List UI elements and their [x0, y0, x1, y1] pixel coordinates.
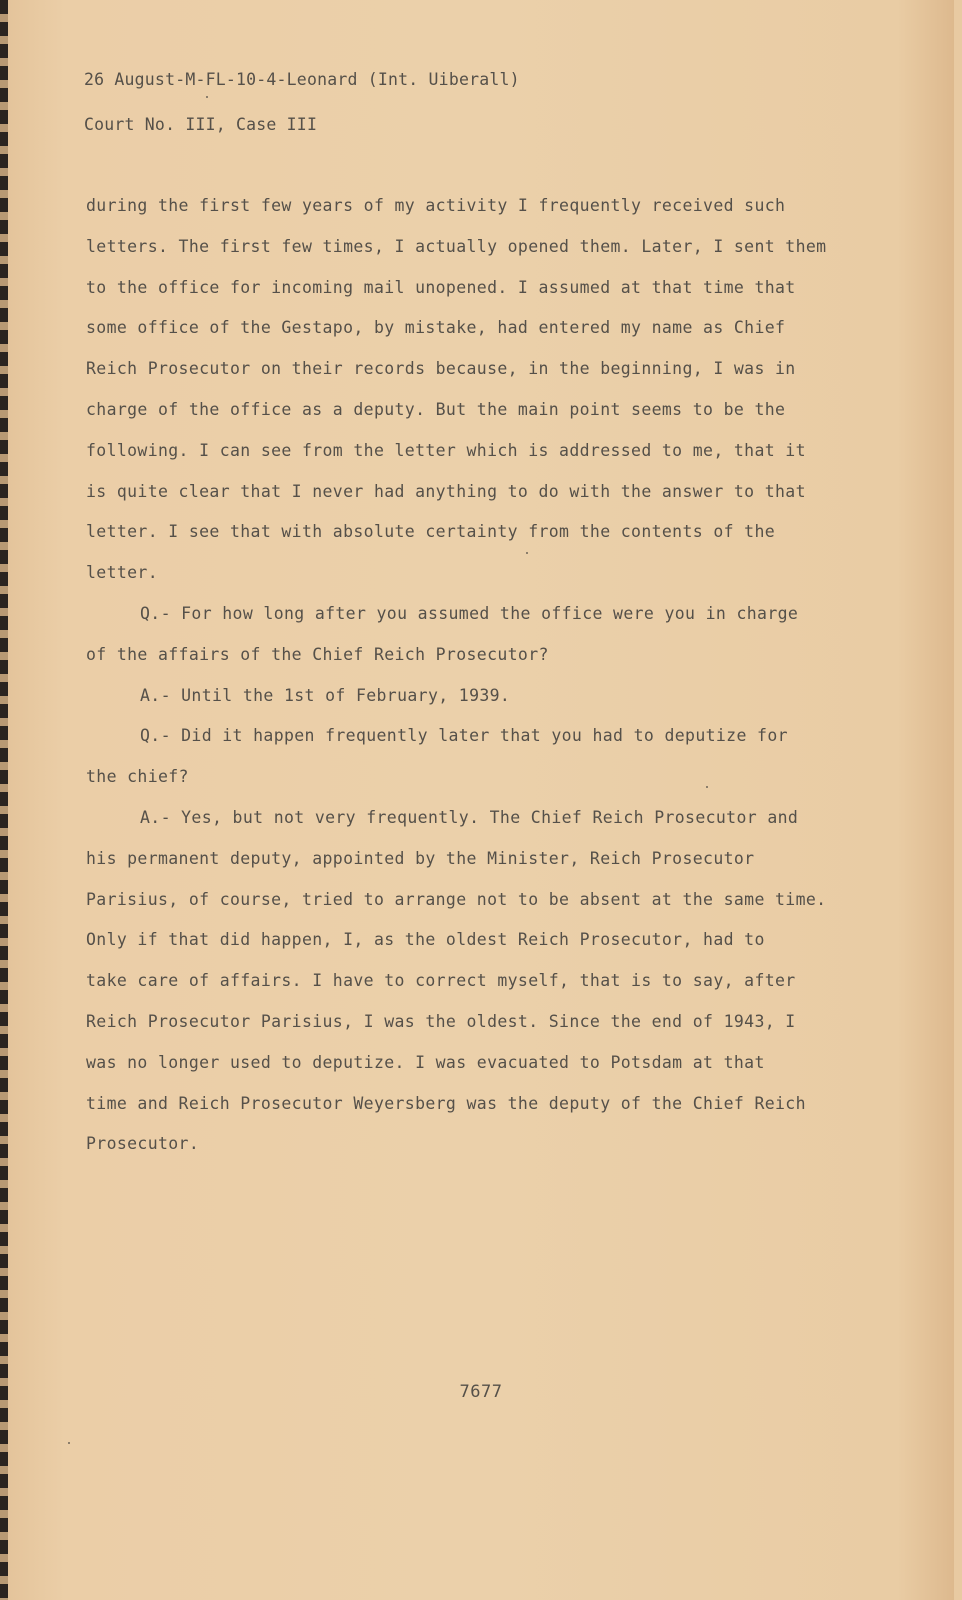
paper-speck — [706, 786, 708, 788]
header-court: Court No. III, Case III — [84, 115, 318, 134]
text-line: Parisius, of course, tried to arrange not to be absent at the same time. — [86, 889, 827, 909]
text-line: is quite clear that I never had anything to do with the answer to that — [86, 481, 806, 501]
document-page — [8, 0, 954, 1600]
text-line: take care of affairs. I have to correct myself, that is to say, after — [86, 971, 796, 991]
page-number: 7677 — [459, 1382, 503, 1402]
text-line: Q.- For how long after you assumed the office were you in charge — [140, 603, 799, 623]
text-line: time and Reich Prosecutor Weyersberg was the deputy of the Chief Reich — [86, 1093, 806, 1113]
paper-speck — [206, 96, 208, 98]
header-reference: 26 August-M-FL-10-4-Leonard (Int. Uiberall) — [84, 70, 520, 89]
text-line: his permanent deputy, appointed by the Minister, Reich Prosecutor — [86, 848, 755, 868]
text-line: was no longer used to deputize. I was evacuated to Potsdam at that — [86, 1052, 765, 1072]
text-line: letter. I see that with absolute certainty from the contents of the — [86, 522, 776, 542]
text-line: A.- Until the 1st of February, 1939. — [140, 685, 511, 705]
text-line: charge of the office as a deputy. But the main point seems to be the — [86, 399, 786, 419]
text-line: Reich Prosecutor on their records because, in the beginning, I was in — [86, 359, 796, 379]
transcript-body — [86, 186, 866, 1165]
text-line: Prosecutor. — [86, 1134, 200, 1154]
paper-speck — [526, 552, 528, 554]
binding-edge — [0, 0, 8, 1600]
text-line: some office of the Gestapo, by mistake, had entered my name as Chief — [86, 318, 786, 338]
text-line: during the first few years of my activity I frequently received such — [86, 196, 786, 215]
text-line: letter. — [86, 563, 158, 583]
paper-speck — [68, 1442, 70, 1444]
text-line: Q.- Did it happen frequently later that you had to deputize for — [140, 726, 788, 746]
text-line: Only if that did happen, I, as the oldest Reich Prosecutor, had to — [86, 930, 765, 950]
text-line: Reich Prosecutor Parisius, I was the oldest. Since the end of 1943, I — [86, 1011, 796, 1031]
text-line: to the office for incoming mail unopened. I assumed at that time that — [86, 277, 796, 297]
text-line: letters. The first few times, I actually opened them. Later, I sent them — [86, 236, 827, 256]
text-line: the chief? — [86, 767, 189, 787]
text-line: following. I can see from the letter which is addressed to me, that it — [86, 440, 806, 460]
text-line: A.- Yes, but not very frequently. The Chief Reich Prosecutor and — [140, 807, 799, 827]
text-line: of the affairs of the Chief Reich Prosecutor? — [86, 644, 549, 664]
